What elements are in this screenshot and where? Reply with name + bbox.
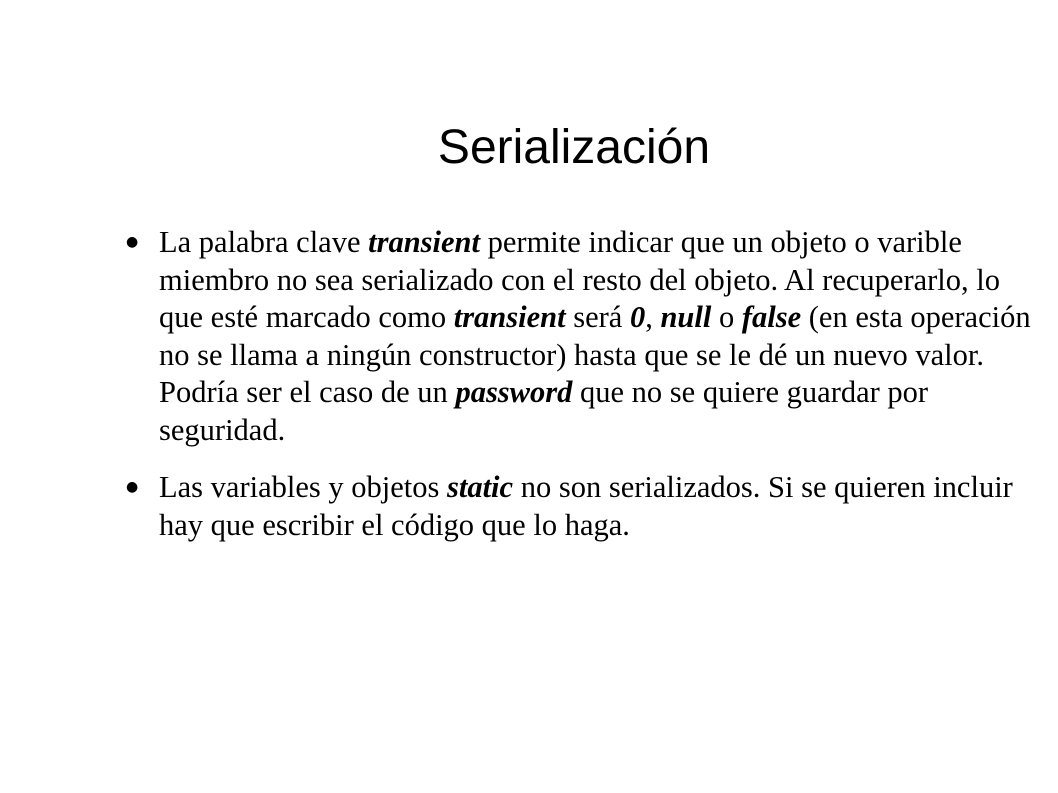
text-segment: (en esta operación no se llama a ningún constructor) hasta que se le dé un nuevo valor. Podría ser el caso de un: [159, 300, 1031, 409]
keyword-false: false: [741, 300, 802, 334]
text-segment: Las variables y objetos: [159, 470, 447, 504]
bullet-list: [126, 224, 1050, 564]
keyword-transient: transient: [368, 225, 480, 259]
keyword-transient: transient: [453, 300, 566, 334]
keyword-zero: 0: [629, 300, 646, 334]
text-segment: ,: [645, 300, 661, 334]
text-segment: no son serializados. Si se quieren incluir hay que escribir el código que lo haga.: [159, 470, 1013, 542]
keyword-password: password: [455, 375, 573, 409]
text-segment: o: [711, 300, 742, 334]
bullet-text: [159, 470, 1013, 542]
text-segment: permite indicar que un objeto o varible miembro no sea serializado con el resto del objeto. Al recuperarlo, lo que esté marcado como: [159, 225, 1000, 334]
text-segment: será: [565, 300, 630, 334]
bullet-item-static: [126, 469, 1050, 544]
bullet-icon: ●: [126, 234, 139, 250]
bullet-item-transient: [126, 224, 1050, 449]
bullet-icon: ●: [126, 479, 139, 495]
text-segment: que no se quiere guardar por seguridad.: [159, 375, 929, 447]
keyword-static: static: [446, 470, 514, 504]
bullet-text: [159, 225, 1031, 447]
slide-title: Serialización: [437, 121, 711, 174]
text-segment: La palabra clave: [159, 225, 369, 259]
keyword-null: null: [660, 300, 712, 334]
